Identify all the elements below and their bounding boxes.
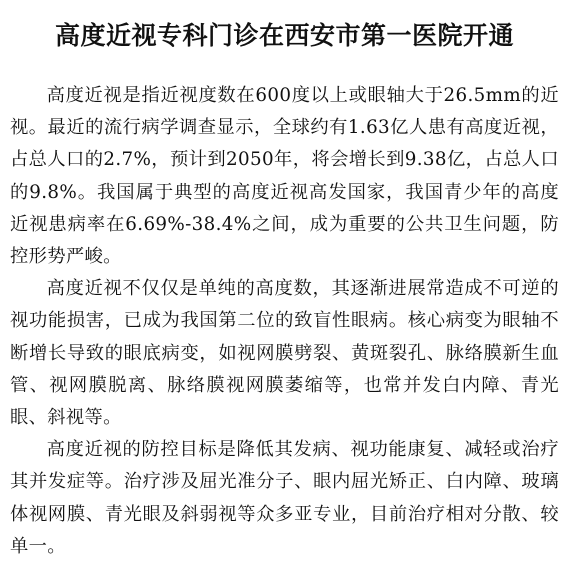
article-paragraph-3: 高度近视的防控目标是降低其发病、视功能康复、减轻或治疗其并发症等。治疗涉及屈光准分子、眼内屈光矫正、白内障、玻璃体视网膜、青光眼及斜弱视等众多亚专业，目前治疗相对分散、较单一。 <box>10 439 559 557</box>
article-paragraph-1: 高度近视是指近视度数在600度以上或眼轴大于26.5mm的近视。最近的流行病学调查显示，全球约有1.63亿人患有高度近视，占总人口的2.7%，预计到2050年，将会增长到9.38亿，占总人口的9.8%。我国属于典型的高度近视高发国家，我国青少年的高度近视患病率在6.69%-38.4%之间，成为重要的公共卫生问题，防控形势严峻。 <box>10 85 559 268</box>
article-paragraph-2: 高度近视不仅仅是单纯的高度数，其逐渐进展常造成不可逆的视功能损害，已成为我国第二位的致盲性眼病。核心病变为眼轴不断增长导致的眼底病变，如视网膜劈裂、黄斑裂孔、脉络膜新生血管、视网膜脱离、脉络膜视网膜萎缩等，也常并发白内障、青光眼、斜视等。 <box>10 278 559 429</box>
article-title: 高度近视专科门诊在西安市第一医院开通 <box>54 21 514 50</box>
